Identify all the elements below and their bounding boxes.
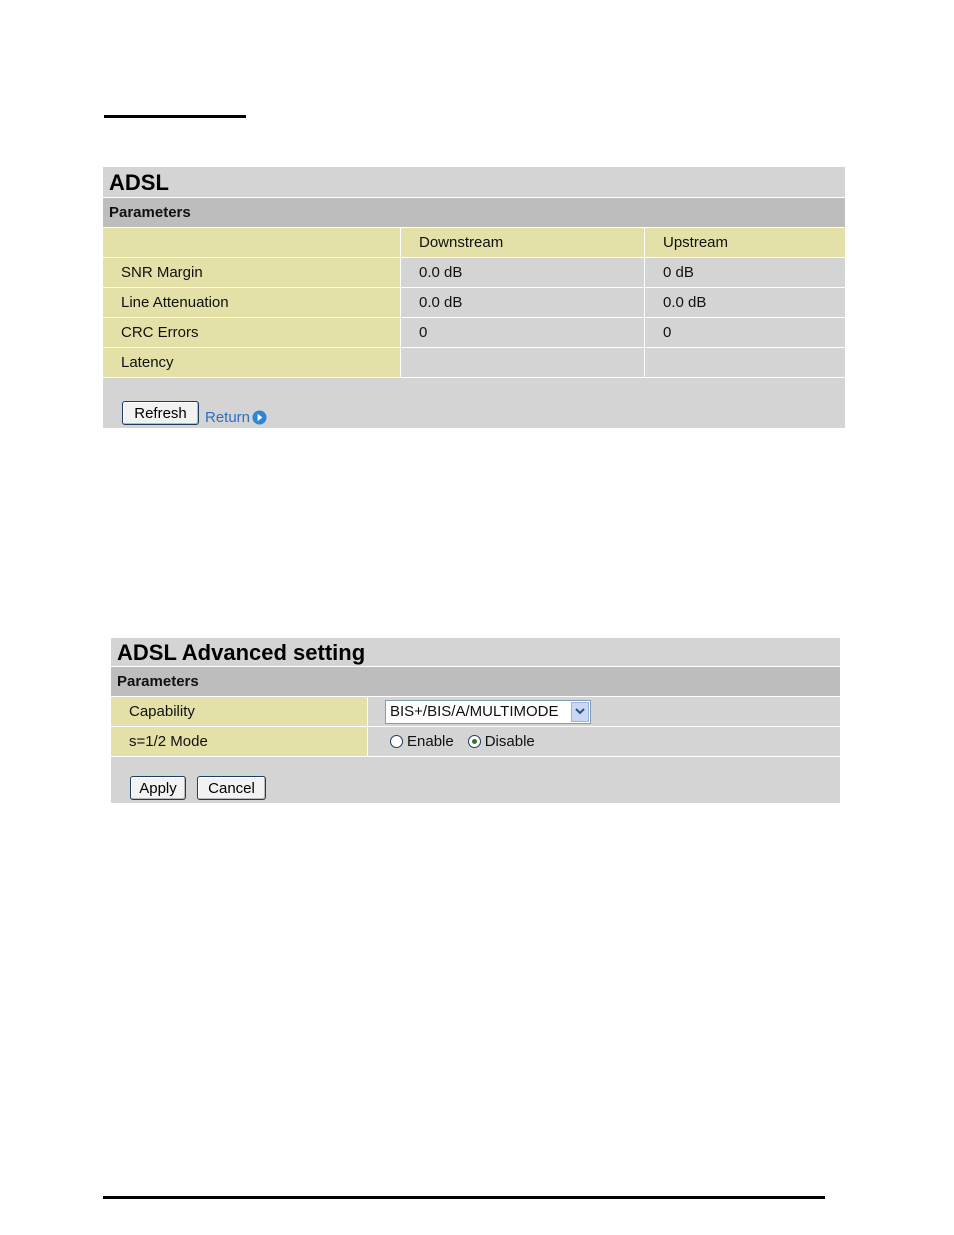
advanced-section-header: Parameters: [111, 667, 840, 697]
adsl-panel: [103, 167, 845, 428]
upstream-value: [645, 348, 845, 377]
row-label: Line Attenuation: [103, 288, 401, 317]
capability-label: Capability: [111, 697, 368, 726]
adsl-title: ADSL: [103, 167, 845, 198]
enable-radio[interactable]: [390, 733, 454, 750]
downstream-value: 0: [401, 318, 645, 347]
mode-cell: [368, 727, 840, 756]
downstream-value: [401, 348, 645, 377]
table-row: [103, 348, 845, 378]
adsl-header-row: [103, 228, 845, 258]
top-rule: [104, 115, 246, 118]
capability-selected-value: BIS+/BIS/A/MULTIMODE: [390, 703, 559, 720]
capability-row: [111, 697, 840, 727]
table-row: [103, 258, 845, 288]
capability-select[interactable]: [385, 700, 591, 724]
adsl-actions: [122, 401, 267, 425]
downstream-value: 0.0 dB: [401, 258, 645, 287]
adsl-section-header: Parameters: [103, 198, 845, 228]
return-link[interactable]: [205, 409, 267, 426]
cancel-button[interactable]: Cancel: [197, 776, 266, 800]
bottom-rule: [103, 1196, 825, 1199]
table-row: [103, 318, 845, 348]
refresh-button[interactable]: Refresh: [122, 401, 199, 425]
downstream-value: 0.0 dB: [401, 288, 645, 317]
return-link-label: Return: [205, 409, 251, 426]
row-label: SNR Margin: [103, 258, 401, 287]
row-label: Latency: [103, 348, 401, 377]
mode-label: s=1/2 Mode: [111, 727, 368, 756]
advanced-title: ADSL Advanced setting: [111, 638, 840, 667]
upstream-value: 0 dB: [645, 258, 845, 287]
row-label: CRC Errors: [103, 318, 401, 347]
arrow-right-circle-icon: [252, 410, 267, 425]
radio-checked-icon: [468, 735, 481, 748]
enable-label: Enable: [407, 733, 454, 750]
radio-unchecked-icon: [390, 735, 403, 748]
disable-label: Disable: [484, 733, 535, 750]
mode-row: [111, 727, 840, 757]
column-header-blank: [103, 228, 401, 257]
disable-radio[interactable]: [468, 733, 535, 750]
advanced-actions: [130, 776, 266, 800]
chevron-down-icon[interactable]: [571, 702, 589, 722]
table-row: [103, 288, 845, 318]
upstream-value: 0: [645, 318, 845, 347]
apply-button[interactable]: Apply: [130, 776, 186, 800]
capability-cell: [368, 697, 840, 726]
upstream-value: 0.0 dB: [645, 288, 845, 317]
adsl-advanced-panel: [111, 638, 840, 803]
column-header-upstream: Upstream: [645, 228, 845, 257]
column-header-downstream: Downstream: [401, 228, 645, 257]
